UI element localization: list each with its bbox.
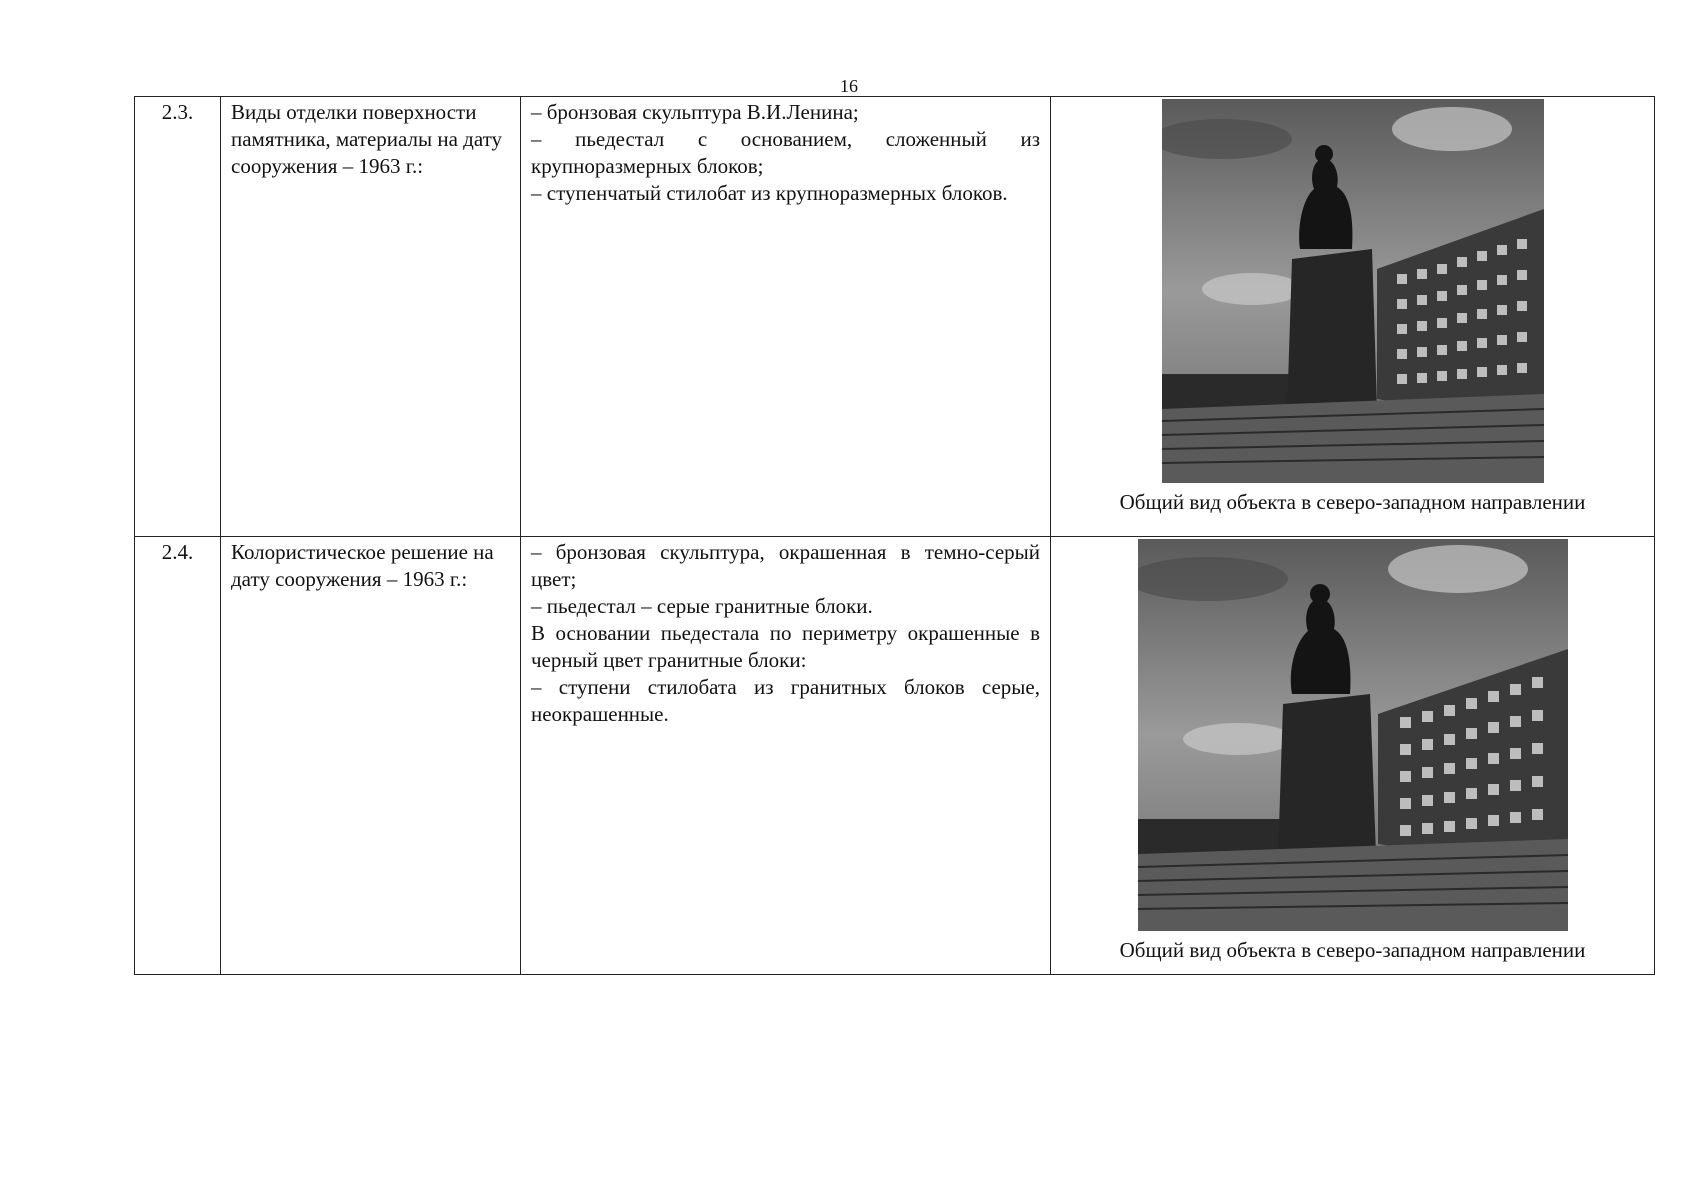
- photo-cell: [1051, 537, 1655, 975]
- row-description: [521, 537, 1051, 975]
- description-line: – пьедестал с основанием, сложенный из крупноразмерных блоков;: [531, 127, 1040, 178]
- row-label: Колористическое решение на дату сооружения – 1963 г.:: [221, 537, 521, 975]
- monument-table: [134, 96, 1655, 975]
- photo-caption: Общий вид объекта в северо-западном направлении: [1119, 490, 1586, 514]
- lenin-monument-photo-icon: [1162, 99, 1544, 483]
- monument-photo: [1162, 99, 1544, 483]
- page-number: 16: [840, 76, 858, 96]
- photo-cell: [1051, 97, 1655, 537]
- photo-caption: Общий вид объекта в северо-западном направлении: [1119, 938, 1586, 962]
- lenin-monument-photo-icon: [1138, 539, 1568, 931]
- description-line: В основании пьедестала по периметру окрашенные в черный цвет гранитные блоки:: [531, 621, 1040, 672]
- description-line: – ступенчатый стилобат из крупноразмерных блоков.: [531, 181, 1008, 205]
- description-line: – бронзовая скульптура, окрашенная в темно-серый цвет;: [531, 540, 1040, 591]
- monument-photo: [1138, 539, 1568, 931]
- description-line: – ступени стилобата из гранитных блоков серые, неокрашенные.: [531, 675, 1040, 726]
- row-label: Виды отделки поверхности памятника, материалы на дату сооружения – 1963 г.:: [221, 97, 521, 537]
- row-number: 2.4.: [135, 537, 221, 975]
- table-row: [135, 537, 1655, 975]
- description-line: – пьедестал – серые гранитные блоки.: [531, 594, 873, 618]
- row-description: [521, 97, 1051, 537]
- table-row: [135, 97, 1655, 537]
- row-number: 2.3.: [135, 97, 221, 537]
- description-line: – бронзовая скульптура В.И.Ленина;: [531, 100, 859, 124]
